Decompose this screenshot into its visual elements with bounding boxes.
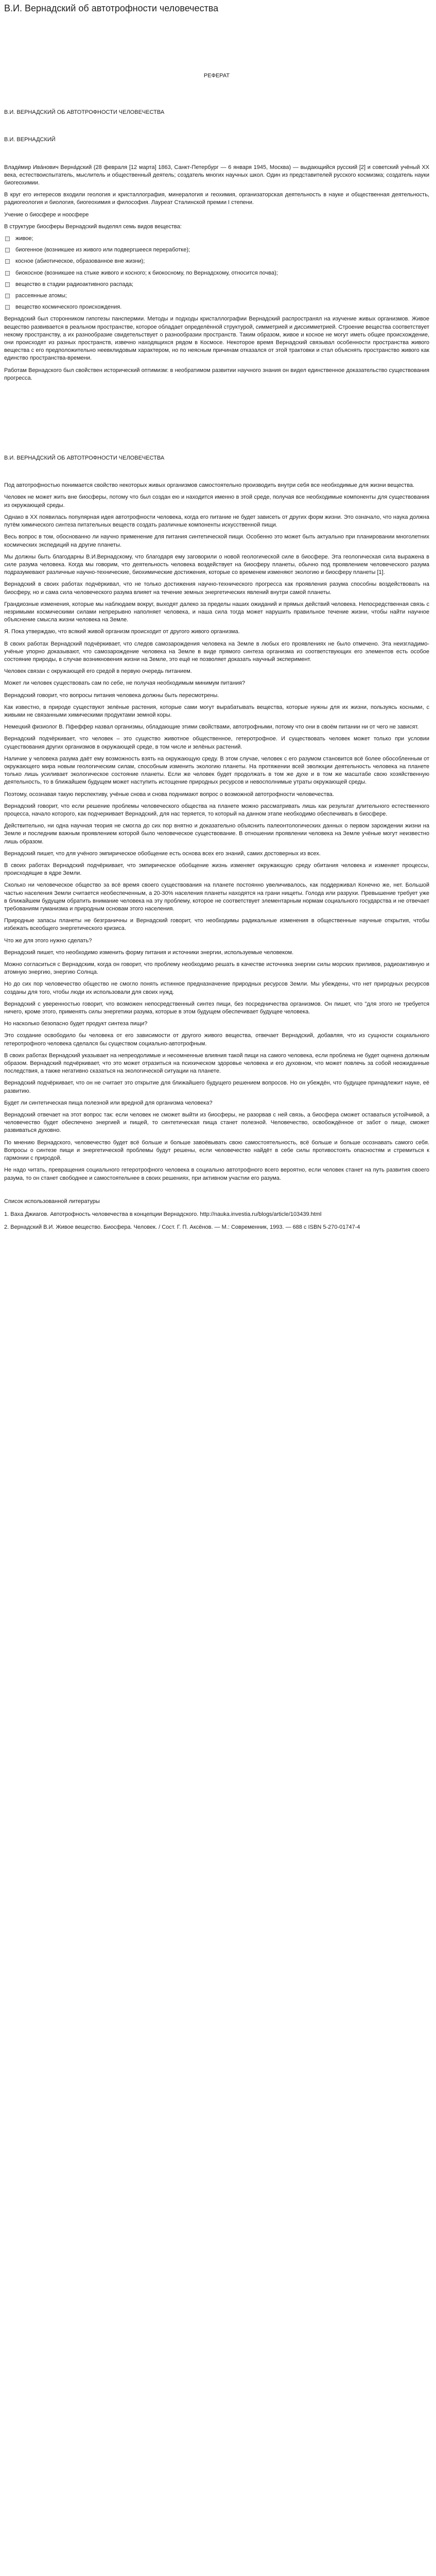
body-paragraph: По мнению Вернадского, человечество будет всё больше и больше завоёвывать свою самостоятельность, всё больше и больше осознавать самого себя. Вопросы о синтезе пищи и энергетической проблемы будут решены, если человечество найдёт в себе силы противостоять опасностям и стремиться к гармонии с природой. [4, 1139, 429, 1162]
list-item [4, 281, 429, 289]
list-item-text: рассеянные атомы; [15, 293, 67, 299]
list-item [4, 269, 429, 277]
body-paragraph: В своих работах Вернадский указывает на непреодолимые и несомненные влияния такой пищи на самого человека, если проблема не будет оценена должным образом. Вернадский подчёркивает, что это может отразиться на психическом здоровье человека и его духовном, что может повлечь за собой неожиданные последствия, а также негативно сказаться на экологической ситуации на планете. [4, 1052, 429, 1075]
section-heading: В.И. ВЕРНАДСКИЙ ОБ АВТОТРОФНОСТИ ЧЕЛОВЕЧЕСТВА [4, 455, 165, 462]
list-item-text: биогенное (возникшее из живого или подвергшееся переработке); [15, 247, 190, 253]
list-item [4, 258, 429, 265]
list-item [4, 292, 429, 300]
bullet-icon [5, 236, 10, 241]
list-item [4, 303, 429, 311]
body-paragraph: Человек связан с окружающей его средой в первую очередь питанием. [4, 668, 192, 675]
reference-item: 2. Вернадский В.И. Живое вещество. Биосфера. Человек. / Сост. Г. П. Аксёнов. — М.: Современник, 1993. — 688 с ISBN 5-270-01747-4 [4, 1224, 360, 1231]
body-paragraph: Работам Вернадского был свойствен исторический оптимизм: в необратимом развитии научного знания он видел единственное доказательство существования прогресса. [4, 367, 429, 381]
bio-paragraph: Влади́мир Ива́нович Верна́дский (28 февраля [12 марта] 1863, Санкт-Петербург — 6 января 1945, Москва) — выдающийся русский [2] и советский учёный XX века, естествоиспытатель, мыслитель и общественный деятель; создатель многих научных школ. Один из представителей русского космизма; создатель науки биогеохимии. [4, 164, 429, 187]
document-title: В.И. Вернадский об автотрофности человечества [4, 3, 219, 13]
body-paragraph: В своих работах Вернадский подчёркивает, что следов самозарождения человека на Земле в любых его проявлениях не было отмечено. Эта неизгладимо-учёные упорно доказывают, что самозарождение человека на Земле в виде прямого синтеза организма из соответствующих его элементов есть особое состояние природы, в случае возникновения жизни на Земле, это ещё не позволяет доказать научный эксперимент. [4, 640, 429, 663]
body-paragraph: Можно согласиться с Вернадским, когда он говорит, что проблему необходимо решать в качестве источника энергии силы морских приливов, радиоактивную и атомную энергию, энергию Солнца. [4, 961, 429, 976]
bullet-icon [5, 248, 10, 252]
bullet-icon [5, 271, 10, 276]
body-paragraph: Вернадский с уверенностью говорит, что возможен непосредственный синтез пищи, без посредничества организмов. Он пишет, что "для этого не требуется ничего, кроме этого, применять силы энергетики разума, которые в этом будущем обеспечивает будущее человека. [4, 1001, 429, 1015]
body-paragraph: Наличие у человека разума даёт ему возможность взять на окружающую среду. В этом случае, человек с его разумом становится всё более обособленным от окружающего мира новым геологическим силам, способным изменить экологию планеты. На протяжении всей эволюции деятельность человека на планете только лишь усиливает экологическое состояние планеты. Если же человек будет продолжать в том же духе и в том же масштабе свою хозяйственную деятельность, то в ближайшем будущем может наступить истощение природных ресурсов и невосполнимые утраты окружающей среды. [4, 755, 429, 786]
body-paragraph: Вернадский отвечает на этот вопрос так: если человек не сможет выйти из биосферы, не разорвав с ней связь, а биосфера сможет оставаться устойчивой, а человечество будет обеспечено энергией и пищей, то синтетическая пища станет полезной. Человечество, освобождённое от забот о пище, сможет развиваться духовно. [4, 1112, 429, 1134]
body-paragraph: Будет ли синтетическая пища полезной или вредной для организма человека? [4, 1099, 213, 1106]
body-paragraph: Я. Пока утверждаю, что всякий живой организм происходит от другого живого организма. [4, 629, 240, 635]
section-heading: В.И. ВЕРНАДСКИЙ ОБ АВТОТРОФНОСТИ ЧЕЛОВЕЧЕСТВА [4, 109, 165, 116]
references-title: Список использованной литературы [4, 1198, 100, 1205]
body-paragraph: Вернадский говорит, что вопросы питания человека должны быть пересмотрены. [4, 692, 219, 699]
bullet-icon [5, 259, 10, 264]
references-list [4, 1211, 429, 1231]
body-paragraph: Грандиозные изменения, которые мы наблюдаем вокруг, выходят далеко за пределы наших ожиданий и прямых действий человека. Непосредственная связь с незримыми космическими силами непрерывно наполняет человека, и наша сила тогда может нарушить правильное течение жизни, чтобы найти научное объяснение смысла жизни человека на Земле. [4, 601, 429, 623]
page-gap [4, 386, 429, 454]
body-paragraph: Не надо читать, превращения социального гетеротрофного человека в социально автотрофного всего вероятно, если человек станет на путь развития своего разума, то он станет свободнее и самостоятельнее в своих решениях, при активном участии его разума. [4, 1167, 429, 1181]
list-item-text: вещество в стадии радиоактивного распада; [15, 281, 134, 287]
body-paragraph: Вернадский в своих работах подчёркивал, что не только достижения научно-технического прогресса как проявления разума способны воздействовать на биосферу, но и сама сила человеческого разума влияет на течение земных энергетических явлений внутри самой планеты. [4, 581, 429, 596]
body-paragraph: Поэтому, осознавая такую перспективу, учёные снова и снова поднимают вопрос о возможной автотрофности человечества. [4, 791, 334, 798]
abstract-heading: РЕФЕРАТ [203, 73, 230, 79]
list-item-text: вещество космического происхождения. [15, 304, 122, 311]
body-paragraph: Весь вопрос в том, обоснованно ли научно применение для питания синтетической пищи. Особенно это может быть актуально при планировании многолетних космических экспедиций на другие планеты. [4, 534, 429, 548]
list-item [4, 246, 429, 254]
body-paragraph: Природные запасы планеты не безграничны и Вернадский говорит, что необходимы радикальные изменения в общественные научные открытия, чтобы избежать всеобщего энергетического кризиса. [4, 918, 429, 932]
body-paragraph: Вернадский говорит, что если решение проблемы человеческого общества на планете можно рассматривать лишь как результат длительного естественного процесса, начало которого, как подчеркивает Вернадский, для нас теряется, то который на данном этапе необходимо обеспечивать в биосфере. [4, 803, 429, 817]
body-paragraph: Но насколько безопасно будет продукт синтеза пищи? [4, 1021, 148, 1027]
body-paragraph: Мы должны быть благодарны В.И.Вернадскому, что благодаря ему заговорили о новой геологической силе в биосфере. Эта геологическая сила выражена в силе разума человека. Когда мы говорим, что деятельность человека воздействует на биосферу планеты, обычно под проявлением человеческого разума подразумевают различные научно-технические, биохимические достижения, которые со временем изменяют экологию и биосферу планеты [1]. [4, 553, 429, 576]
author-subheading: В.И. ВЕРНАДСКИЙ [4, 137, 56, 143]
body-paragraph: Вернадский подчёркивает, что человек – это существо животное общественное, гетеротрофное. И существовать человек может только при условии существования других организмов в окружающей среде, в том числе и зелёных растений. [4, 736, 429, 750]
body-paragraph: Человек не может жить вне биосферы, потому что был создан ею и находится именно в этой среде, получая все необходимые компоненты для существования из окружающей среды. [4, 494, 429, 509]
list-item-text: биокосное (возникшее на стыке живого и косного; к биокосному, по Вернадскому, относится почва); [15, 269, 278, 276]
body-paragraph: Может ли человек существовать сам по себе, не получая необходимым минимум питания? [4, 680, 246, 687]
bio-paragraph: В круг его интересов входили геология и кристаллография, минералогия и геохимия, организаторская деятельность в науке и общественная деятельность, радиогеология и биология, биогеохимия и философия. Лауреат Сталинской премии I степени. [4, 192, 429, 206]
body-paragraph: Это создание освободило бы человека от его зависимости от другого живого вещества, отвечает Вернадский, добавляя, что из сущности социального гетеротрофного человека сделался бы существом социально-автотрофным. [4, 1032, 429, 1047]
body-paragraph: Как известно, в природе существуют зелёные растения, которые сами могут вырабатывать вещества, которые нужны для их жизни, пользуясь косными, с живыми не связанными химическими продуктами земной коры. [4, 704, 429, 718]
bio-paragraph: В структуре биосферы Вернадский выделял семь видов вещества: [4, 223, 182, 230]
body-paragraph: Сколько ни человеческое общество за всё время своего существования на планете постоянно увеличивалось, как поддерживал Конечно же, нет. Большой частью населения Земли считается необеспеченным, а 20-30% населения планеты находятся на грани нищеты. Голода или разрухи. Превышение требует уже в ближайшем будущем обратить внимание человека на эту проблему, которое не соответствует элементарным нормам социального государства и не отвечает требованиям гуманизма и природным основам этого населения. [4, 882, 429, 912]
body-paragraph: Вернадский пишет, что необходимо изменить форму питания и источники энергии, используемые человеком. [4, 949, 294, 956]
bullet-icon [5, 282, 10, 287]
document-body [4, 72, 429, 1236]
body-paragraph: Действительно, ни одна научная теория не смогла до сих пор внятно и доказательно объяснить палеонтологических данных о первом зарождении жизни на Земле и последним важным проявлением которой было человеческое существование. В отношении проявлении человека на Земле учёные могут неизвестно лишь образом. [4, 823, 429, 845]
bio-paragraph: Учение о биосфере и ноосфере [4, 211, 89, 218]
body-paragraph: Вернадский подчёркивает, что он не считает это открытие для ближайшего будущего решением вопросов. Но он убеждён, что будущее принадлежит науке, её развитию. [4, 1080, 429, 1094]
body-paragraph: Что же для этого нужно сделать? [4, 937, 92, 944]
body-paragraph: Немецкий физиолог В. Пфеффер назвал организмы, обладающие этими свойствами, автотрофными, потому что они в своём питании ни от чего не зависят. [4, 724, 419, 731]
body-paragraph: Под автотрофностью понимается свойство некоторых живых организмов самостоятельно производить внутри себя все необходимые для жизни вещества. [4, 482, 414, 489]
reference-item: 1. Вахa Джиагов. Автотрофность человечества в концепции Вернадского. http://nauka.investia.ru/blogs/article/103439.html [4, 1211, 322, 1217]
list-item [4, 235, 429, 243]
body-paragraph: Однако в ХХ появилась популярная идея автотрофности человека, когда его питание не будет зависеть от других форм жизни. Это означало, что наука должна путём химического синтеза питательных веществ создать различные компоненты искусственной пищи. [4, 514, 429, 529]
body-paragraph: Вернадский пишет, что для учёного эмпирическое обобщение есть основа всех его знаний, самих достоверных из всех. [4, 850, 321, 857]
main-text [4, 482, 429, 1182]
list-item-text: косное (абиотическое, образованное вне жизни); [15, 258, 145, 265]
bullet-icon [5, 305, 10, 310]
list-item-text: живое; [15, 235, 33, 242]
body-paragraph: В своих работах Вернадский подчёркивает, что эмпирическое обобщение жизнь изменяет окружающую среду обитания человека и изменяет процессы, происходящие в ядре Земли. [4, 862, 429, 877]
body-paragraph: Но до сих пор человечество общество не смогло понять истинное предназначение природных ресурсов Земли. Мы убеждены, что нет природных ресурсов созданы для того, чтобы люди их использовали для своих нужд. [4, 981, 429, 995]
body-paragraph: Вернадский был сторонником гипотезы панспермии. Методы и подходы кристаллографии Вернадский распространял на изучение живых организмов. Живое вещество развивается в реальном пространстве, которое обладает определённой структурой, симметрией и диссимметрией. Строение вещества соответствует некому пространству, а их разнообразие свидетельствует о разнообразии пространств. Таким образом, живое и косное не могут иметь общее происхождение, они происходят из разных пространств, извечно находящихся рядом в Космосе. Некоторое время Вернадский связывал особенности пространства живого вещества с его предположительно неевклидовым характером, но по неясным причинам отказался от этой трактовки и стал объяснять пространство живого как единство пространства-времени. [4, 316, 429, 362]
substance-types-list [4, 235, 429, 311]
bullet-icon [5, 294, 10, 298]
